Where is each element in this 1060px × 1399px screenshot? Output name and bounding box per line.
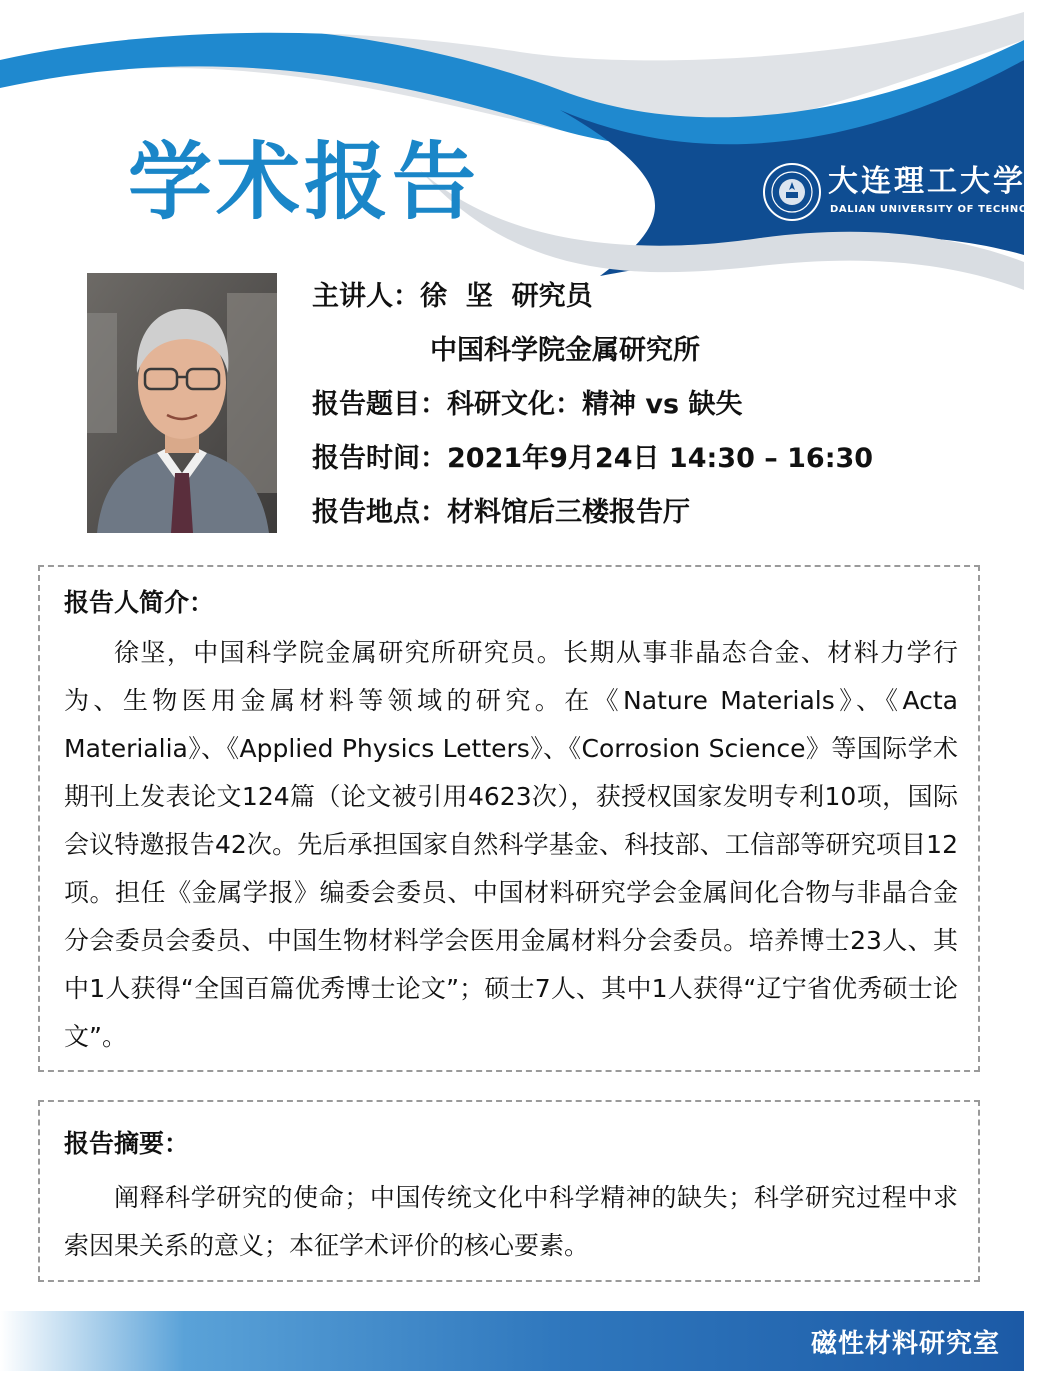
place-label: 报告地点 (312, 497, 420, 528)
bio-paragraph: 徐坚，中国科学院金属研究所研究员。长期从事非晶态合金、材料力学行为、生物医用金属材料等领域的研究。在《Nature Materials》、《Acta Materialia》、《Applied Physics Letters》、《Corrosion Science》等国际学术期刊上发表论文124篇（论文被引用4623次），获授权国家发明专利10项，国际会议特邀报告42次。先后承担国家自然科学基金、科技部、工信部等研究项目12项。担任《金属学报》编委会委员、中国材料研究学会金属间化合物与非晶合金分会委员会委员、中国生物材料学会医用金属材料分会委员。培养博士23人、其中1人获得“全国百篇优秀博士论文”；硕士7人、其中1人获得“辽宁省优秀硕士论文”。 (64, 638, 958, 1051)
abstract-heading: 报告摘要： (64, 1129, 190, 1158)
speaker-label: 主讲人 (312, 281, 393, 312)
speaker-affiliation: 中国科学院金属研究所 (430, 335, 700, 366)
separator: ： (393, 281, 420, 312)
university-name-cn: 大连理工大学 (828, 164, 1026, 199)
university-seal-icon (762, 162, 822, 222)
abstract-paragraph: 阐释科学研究的使命；中国传统文化中科学精神的缺失；科学研究过程中求索因果关系的意义；本征学术评价的核心要素。 (64, 1183, 958, 1260)
footer-lab-name: 磁性材料研究室 (810, 1329, 1000, 1359)
place-line (312, 496, 690, 530)
speaker-name: 徐 坚 研究员 (420, 281, 593, 312)
talk-place: 材料馆后三楼报告厅 (447, 497, 690, 528)
speaker-portrait-icon (87, 273, 277, 533)
separator: ： (420, 497, 447, 528)
time-label: 报告时间 (312, 443, 420, 474)
bio-panel (38, 565, 980, 1072)
abstract-panel (38, 1100, 980, 1282)
talk-topic: 科研文化：精神 vs 缺失 (447, 389, 743, 420)
bio-text (64, 629, 958, 1061)
separator: ： (420, 443, 447, 474)
topic-line (312, 388, 742, 422)
speaker-line (312, 280, 593, 314)
time-line (312, 442, 873, 476)
university-logo (762, 162, 1060, 226)
university-name-en: DALIAN UNIVERSITY OF TECHNOLOGY (830, 204, 1060, 215)
bio-heading: 报告人简介： (64, 588, 215, 617)
abstract-text (64, 1174, 958, 1270)
footer-bar (0, 1311, 1024, 1371)
page-title: 学术报告 (128, 133, 481, 231)
separator: ： (420, 389, 447, 420)
topic-label: 报告题目 (312, 389, 420, 420)
talk-time: 2021年9月24日 14:30 – 16:30 (447, 443, 874, 474)
